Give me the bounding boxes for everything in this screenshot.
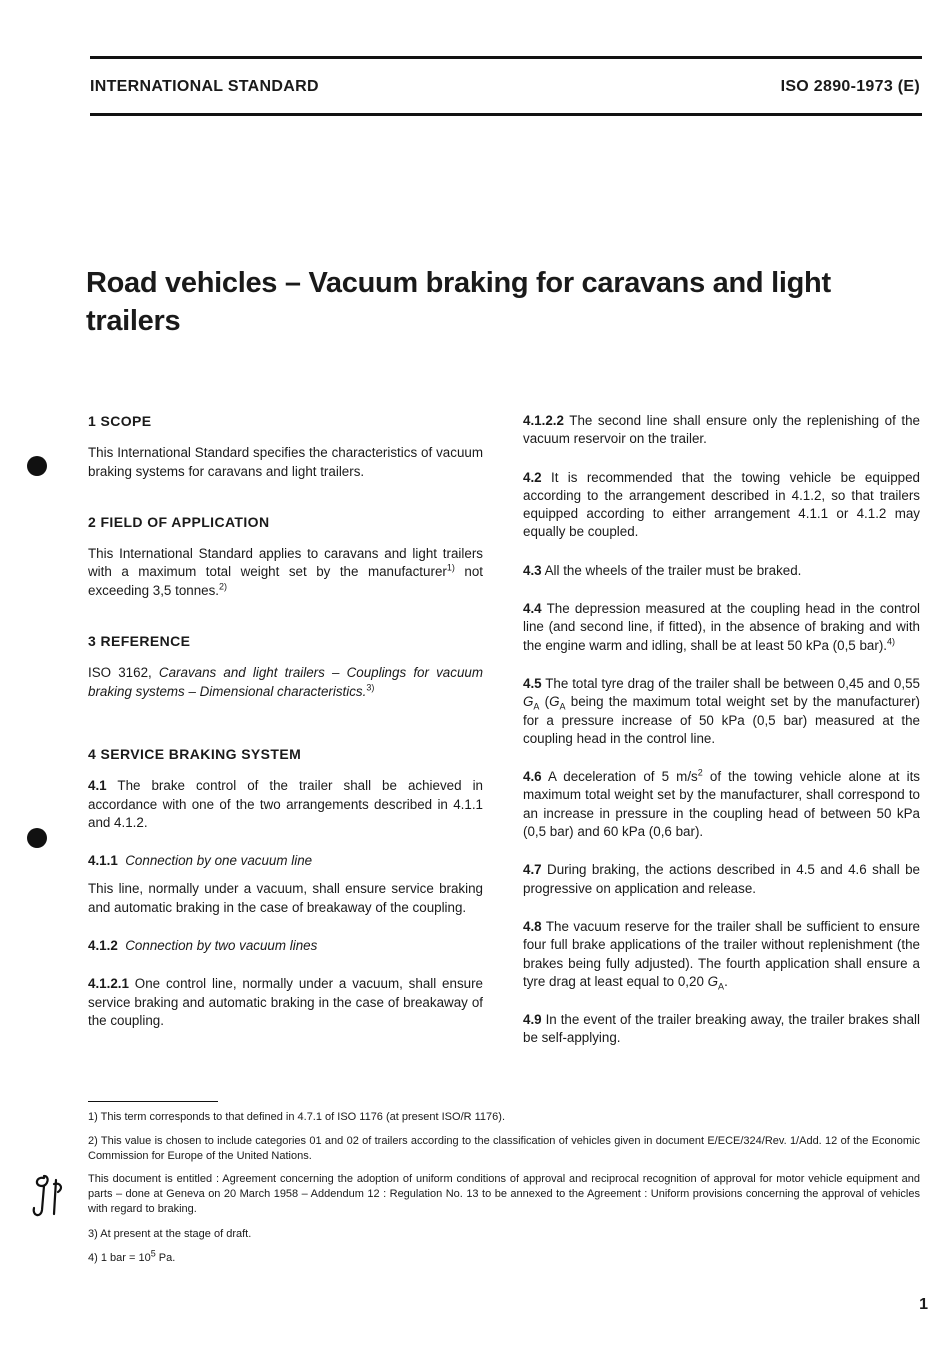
clause-4-1-1-text: This line, normally under a vacuum, shall ensure service braking and automatic braking in the case of breakaway of the coupling. bbox=[88, 881, 483, 915]
clause-4-5: 4.5 The total tyre drag of the trailer shall be between 0,45 and 0,55 $G_A$ ($G_A$ being the maximum total weight set by the manufacturer) for a pressure increase of 50 kPa (0,5 bar) measured at the coupling head in the control line. bbox=[523, 675, 920, 746]
clause-4-9: 4.9 In the event of the trailer breaking away, the trailer brakes shall be self-applying. bbox=[523, 1012, 920, 1046]
document-title: Road vehicles – Vacuum braking for caravans and light trailers bbox=[86, 267, 831, 337]
scope-text: This International Standard specifies the characteristics of vacuum braking systems for caravans and light trailers. bbox=[88, 445, 483, 479]
header-top-rule bbox=[90, 56, 922, 59]
clause-4-1-2-1: 4.1.2.1 One control line, normally under a vacuum, shall ensure service braking and automatic braking in the case of breakaway of the coupling. bbox=[88, 976, 483, 1028]
clause-4-1-2-title: 4.1.2 Connection by two vacuum lines bbox=[88, 938, 318, 954]
right-column bbox=[523, 412, 920, 1048]
footnote-2: 2) This value is chosen to include categories 01 and 02 of trailers according to the classification of vehicles given in document E/ECE/324/Rev. 1/Add. 12 of the Economic Commission for Europe of the United Nations. bbox=[88, 1135, 920, 1162]
footnote-1: 1) This term corresponds to that defined in 4.7.1 of ISO 1176 (at present ISO/R 1176). bbox=[88, 1111, 506, 1123]
page-number: 1 bbox=[919, 1296, 928, 1313]
clause-4-8: 4.8 The vacuum reserve for the trailer shall be sufficient to ensure four full brake applications of the trailer without replenishment (the brakes being fully adjusted). The fourth application shall ensure a tyre drag at least equal to 0,20 $G_A$. bbox=[523, 918, 920, 992]
reference-text: ISO 3162, Caravans and light trailers – Couplings for vacuum braking systems – Dimensional characteristics.$^{3)}$ bbox=[88, 665, 483, 699]
section-heading-field: 2 FIELD OF APPLICATION bbox=[88, 513, 270, 530]
header-right: ISO 2890-1973 (E) bbox=[780, 78, 920, 95]
clause-4-1-1-title: 4.1.1 Connection by one vacuum line bbox=[88, 853, 313, 869]
footnote-3: 3) At present at the stage of draft. bbox=[88, 1228, 252, 1240]
clause-4-7: 4.7 During braking, the actions described in 4.5 and 4.6 shall be progressive on application and release. bbox=[523, 862, 920, 896]
clause-4-4: 4.4 The depression measured at the coupling head in the control line (and second line, if fitted), in the absence of braking and with the engine warm and idling, shall be at least 50 kPa (0,5 bar).$^{4)}$ bbox=[523, 601, 920, 653]
section-heading-reference: 3 REFERENCE bbox=[88, 633, 191, 650]
footnote-rule bbox=[88, 1101, 218, 1102]
header-left: INTERNATIONAL STANDARD bbox=[90, 78, 319, 95]
left-column bbox=[88, 412, 483, 1030]
field-text: This International Standard applies to caravans and light trailers with a maximum total weight set by the manufacturer$^{1)}$ not exceeding 3,5 tonnes.$^{2)}$ bbox=[88, 546, 483, 598]
clause-4-3: 4.3 All the wheels of the trailer must be braked. bbox=[523, 562, 802, 578]
handwritten-initials bbox=[30, 1170, 74, 1220]
clause-4-1-2-2: 4.1.2.2 The second line shall ensure only the replenishing of the vacuum reservoir on the trailer. bbox=[523, 413, 920, 447]
header-bottom-rule bbox=[90, 113, 922, 116]
footnote-2-detail: This document is entitled : Agreement concerning the adoption of uniform conditions of approval and reciprocal recognition of approval for motor vehicle equipment and parts – done at Geneva on 20 March 1958 – Addendum 12 : Regulation No. 13 to be annexed to the Agreement : Uniform provisions concerning the approval of vehicles with regard to braking. bbox=[88, 1173, 920, 1215]
clause-4-2: 4.2 It is recommended that the towing vehicle be equipped according to the arrangement described in 4.1.2, so that trailers equipped according to either arrangement 4.1.1 or 4.1.2 may equally be coupled. bbox=[523, 469, 920, 540]
clause-4-1: 4.1 The brake control of the trailer shall be achieved in accordance with one of the two arrangements described in 4.1.1 and 4.1.2. bbox=[88, 778, 483, 830]
clause-4-6: 4.6 A deceleration of 5 $m/s^2$ of the towing vehicle alone at its maximum total weight set by the manufacturer, shall correspond to an increase in pressure in the coupling head of between 50 kPa (0,5 bar) and 60 kPa (0,6 bar). bbox=[523, 767, 920, 840]
punch-hole-mark bbox=[27, 456, 47, 476]
punch-hole-mark bbox=[27, 828, 47, 848]
footnote-4: 4) 1 bar = $10^5$ Pa. bbox=[88, 1248, 176, 1264]
section-heading-service: 4 SERVICE BRAKING SYSTEM bbox=[88, 745, 302, 762]
section-heading-scope: 1 SCOPE bbox=[88, 413, 152, 429]
